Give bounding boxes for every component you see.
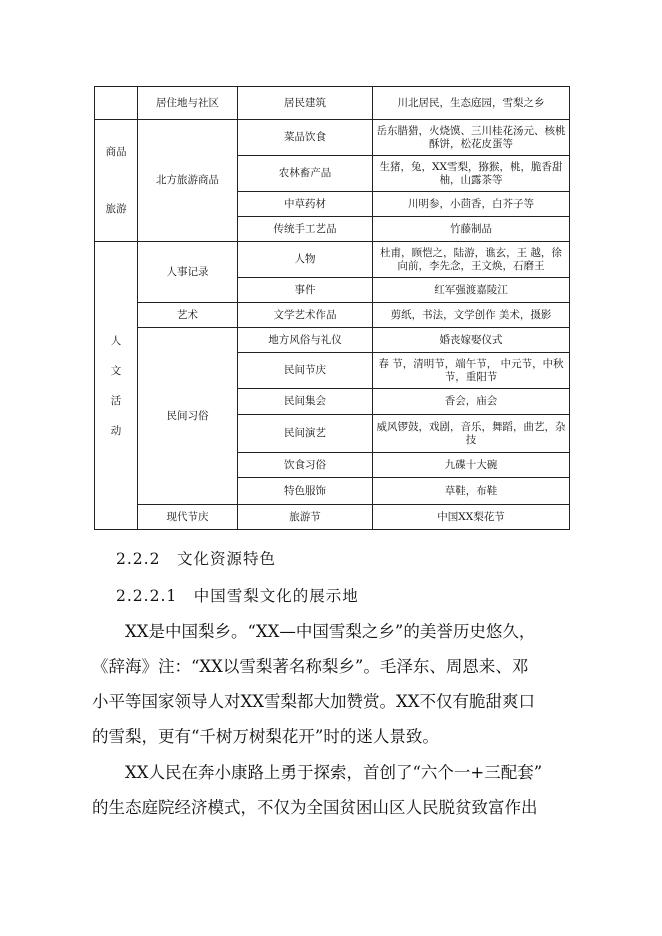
table-row xyxy=(95,505,570,530)
table-cell: 居民建筑 xyxy=(238,87,373,120)
table-cell: 民间节庆 xyxy=(238,353,373,389)
table-cell: 民间集会 xyxy=(238,389,373,415)
subcategory-personnel-records: 人事记录 xyxy=(138,242,238,303)
category-char: 人 xyxy=(110,334,122,347)
subcategory-folk-customs: 民间习俗 xyxy=(138,328,238,505)
section-heading: 2.2.2 文化资源特色 xyxy=(116,550,276,568)
paragraph-line: 的生态庭院经济模式，不仅为全国贫困山区人民脱贫致富作出 xyxy=(92,798,538,817)
table-cell: 农林畜产品 xyxy=(238,156,373,192)
paragraph-line: XX是中国梨乡。“XX—中国雪梨之乡”的美誉历史悠久， xyxy=(92,622,536,641)
subcategory-north-tourism: 北方旅游商品 xyxy=(138,120,238,242)
table-cell: 剪纸，书法，文学创作 美术，摄影 xyxy=(373,303,570,328)
table-cell: 旅游节 xyxy=(238,505,373,530)
table-row xyxy=(95,328,570,353)
table-cell: 岳东腊猎，火烧馍、三川桂花汤元、核桃酥饼，松花皮蛋等 xyxy=(373,120,570,156)
table-cell: 居住地与社区 xyxy=(138,87,238,120)
table-row xyxy=(95,87,570,120)
category-tourism-goods xyxy=(95,120,138,242)
table-cell: 艺术 xyxy=(138,303,238,328)
table-cell: 人物 xyxy=(238,242,373,278)
table-cell: 春 节，清明节，端午节， 中元节，中秋节，重阳节 xyxy=(373,353,570,389)
table-cell: 现代节庆 xyxy=(138,505,238,530)
table-cell: 中草药材 xyxy=(238,192,373,217)
table-cell: 生猪，兔，XX雪梨，猕猴，桃，脆香甜柚，山露茶等 xyxy=(373,156,570,192)
paragraph-line: 小平等国家领导人对XX雪梨都大加赞赏。XX不仅有脆甜爽口 xyxy=(92,692,535,711)
table-cell: 婚丧嫁娶仪式 xyxy=(373,328,570,353)
category-char: 文 xyxy=(110,364,122,377)
table-cell: 香会，庙会 xyxy=(373,389,570,415)
table-cell: 民间演艺 xyxy=(238,415,373,453)
paragraph-line: 《辞海》注：“XX以雪梨著名称梨乡”。毛泽东、周恩来、邓 xyxy=(92,657,529,676)
subsection-heading: 2.2.2.1 中国雪梨文化的展示地 xyxy=(116,587,359,605)
table-row xyxy=(95,303,570,328)
table-cell: 文学艺术作品 xyxy=(238,303,373,328)
table-cell xyxy=(95,87,138,120)
cultural-resources-table xyxy=(94,86,570,530)
table-cell: 川北居民，生态庭园，雪梨之乡 xyxy=(373,87,570,120)
table-cell: 草鞋，布鞋 xyxy=(373,478,570,505)
category-label-top: 旅游 xyxy=(105,202,127,215)
category-human-activity xyxy=(95,242,138,530)
table-cell: 红军强渡嘉陵江 xyxy=(373,278,570,303)
table-cell: 菜品饮食 xyxy=(238,120,373,156)
paragraph-line: 的雪梨，更有“千树万树梨花开”时的迷人景致。 xyxy=(92,727,439,746)
table-cell: 川明参，小茴香，白芥子等 xyxy=(373,192,570,217)
category-char: 动 xyxy=(110,424,122,437)
table-cell: 特色服饰 xyxy=(238,478,373,505)
table-cell: 传统手工艺品 xyxy=(238,217,373,242)
table-cell: 中国XX梨花节 xyxy=(373,505,570,530)
table-cell: 九碟十大碗 xyxy=(373,453,570,478)
paragraph-line: XX人民在奔小康路上勇于探索，首创了“六个一+三配套” xyxy=(92,763,543,782)
table-cell: 威风锣鼓，戏剧，音乐，舞蹈，曲艺，杂技 xyxy=(373,415,570,453)
table-cell: 饮食习俗 xyxy=(238,453,373,478)
table-row xyxy=(95,120,570,156)
table-row xyxy=(95,242,570,278)
category-label-bottom: 商品 xyxy=(105,145,127,158)
table-cell: 杜甫，顾恺之，陆游，谯玄，王 越，徐向前，李先念，王文焕，石磨王 xyxy=(373,242,570,278)
table-cell: 事件 xyxy=(238,278,373,303)
category-char: 活 xyxy=(110,394,122,407)
table-cell: 竹藤制品 xyxy=(373,217,570,242)
table-cell: 地方风俗与礼仪 xyxy=(238,328,373,353)
